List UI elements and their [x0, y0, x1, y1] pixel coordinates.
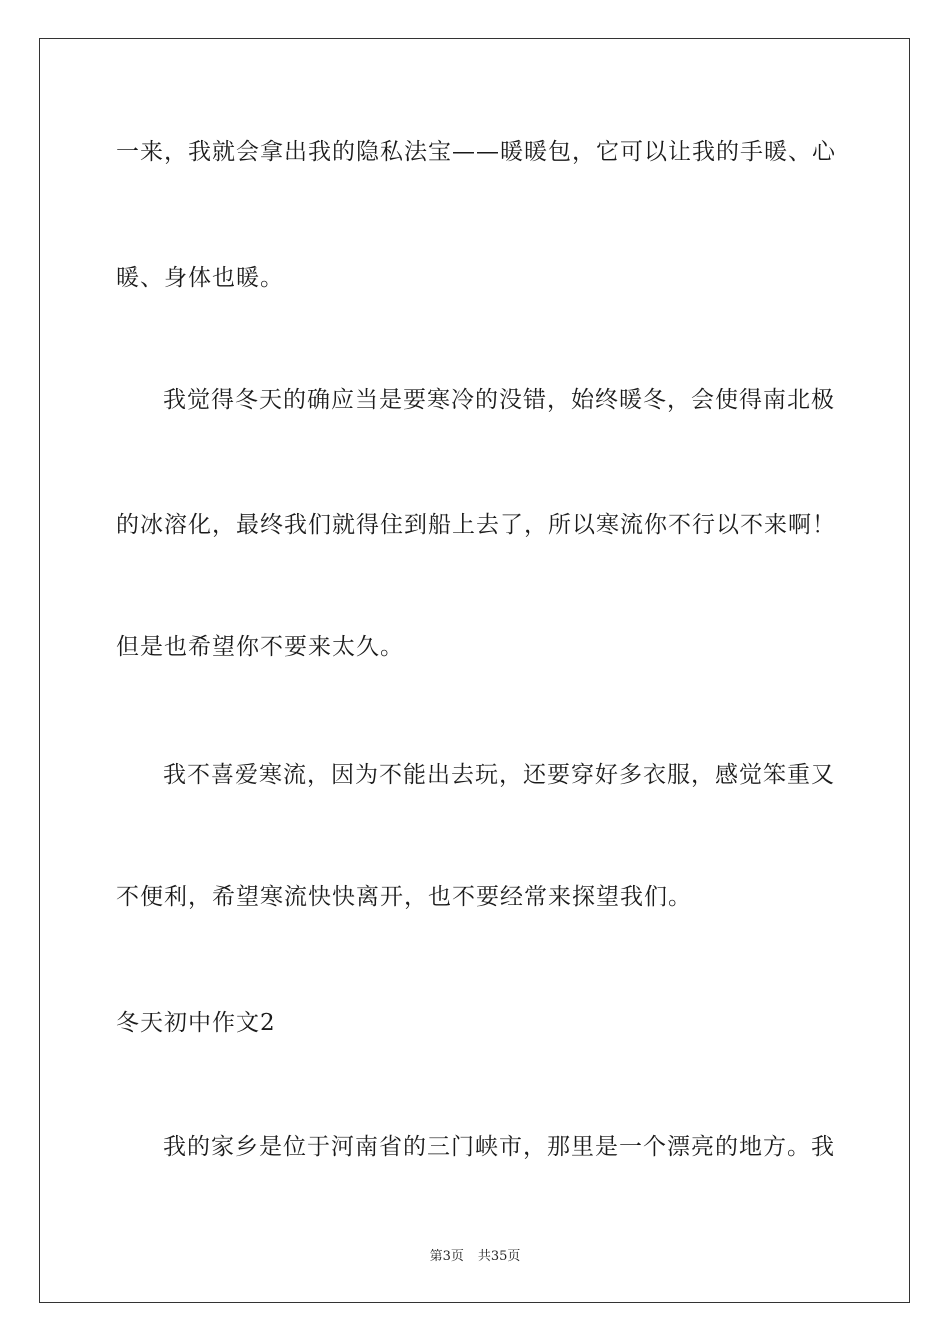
body-text-line: 不便利，希望寒流快快离开，也不要经常来探望我们。 [116, 884, 692, 910]
page-total: 共35页 [477, 1249, 521, 1264]
page-footer [0, 1248, 950, 1266]
page-border [39, 38, 910, 1303]
paragraph-start-line: 我觉得冬天的确应当是要寒冷的没错，始终暖冬，会使得南北极 [163, 387, 835, 413]
body-text-line: 一来，我就会拿出我的隐私法宝——暖暖包，它可以让我的手暖、心 [116, 139, 836, 165]
page-number: 第3页 [429, 1249, 464, 1264]
paragraph-start-line: 我不喜爱寒流，因为不能出去玩，还要穿好多衣服，感觉笨重又 [163, 762, 835, 788]
section-heading: 冬天初中作文2 [116, 1010, 276, 1036]
paragraph-start-line: 我的家乡是位于河南省的三门峡市，那里是一个漂亮的地方。我 [163, 1134, 835, 1160]
body-text-line: 的冰溶化，最终我们就得住到船上去了，所以寒流你不行以不来啊！ [116, 512, 836, 538]
body-text-line: 暖、身体也暖。 [116, 265, 284, 291]
body-text-line: 但是也希望你不要来太久。 [116, 634, 404, 660]
